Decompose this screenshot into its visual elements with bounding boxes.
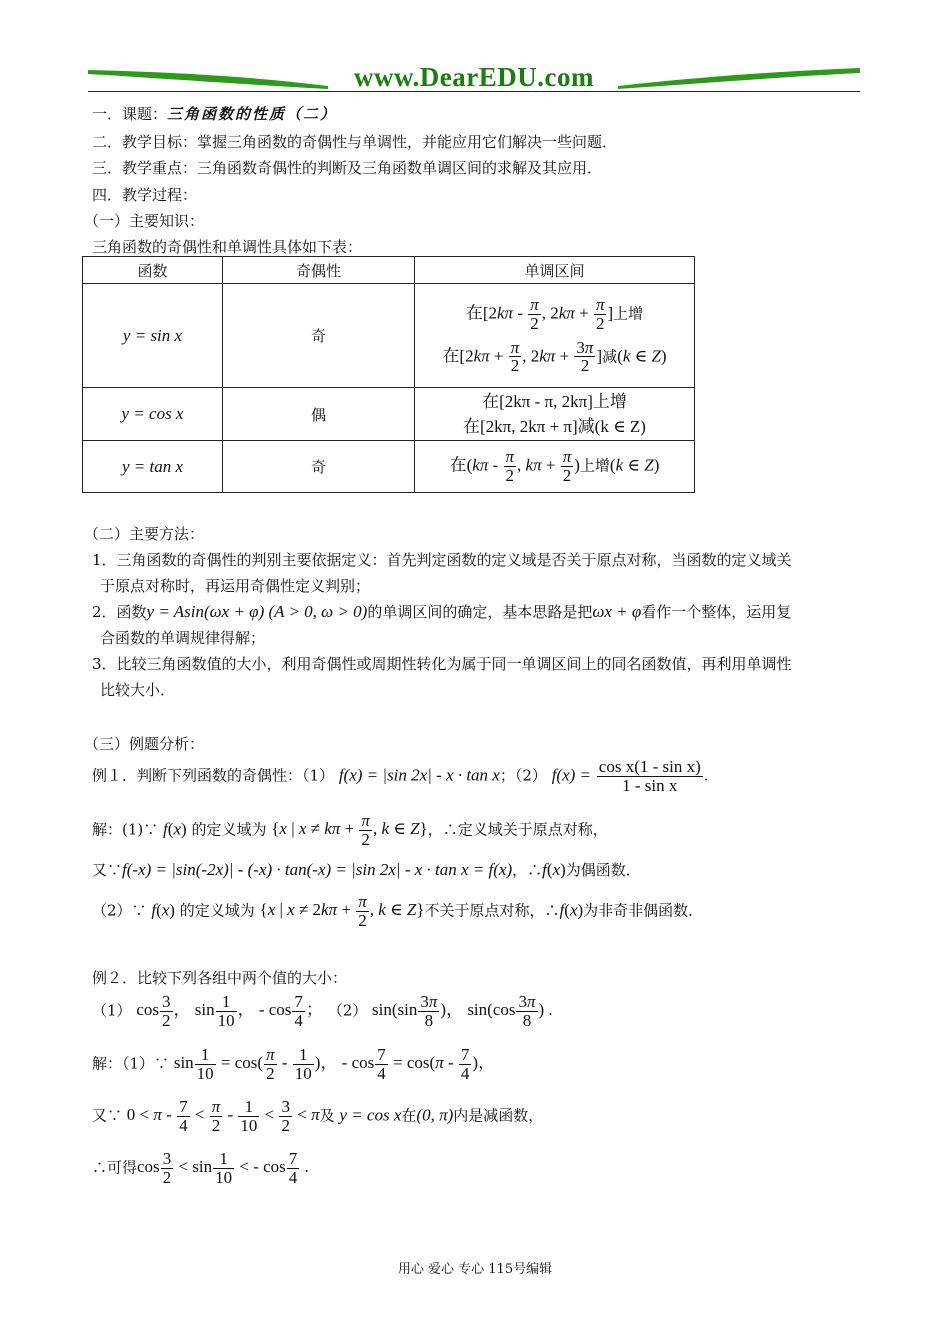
method-3-line2: 比较大小． xyxy=(100,681,176,699)
sol-ex2b-in: 在 xyxy=(401,1106,417,1125)
sol2-post: 不关于原点对称，∴ xyxy=(424,901,560,920)
sol-ex2b-pre: 又∵ xyxy=(92,1106,123,1125)
method-2-expr2: ωx + φ xyxy=(592,602,642,621)
cos-increase-interval: 在[2kπ - π, 2kπ]上增 xyxy=(482,392,627,411)
method-2-post: 看作一个整体，运用复 xyxy=(641,603,792,621)
teaching-goal: 二．教学目标：掌握三角函数的奇偶性与单调性，并能应用它们解决一些问题． xyxy=(92,133,618,151)
cell-func-sin: y = sin x xyxy=(83,284,223,388)
sol1-post: ，∴定义域关于原点对称， xyxy=(427,820,608,839)
ex1-mid: ；（2） xyxy=(499,766,547,785)
ex2-part2-label: （2） xyxy=(327,1001,368,1020)
sol-ex2b-mid: 及 xyxy=(319,1106,335,1125)
properties-table xyxy=(82,256,695,493)
table-header-row xyxy=(83,257,695,284)
table-row-cos xyxy=(83,388,695,441)
method-3-line1: 3．比较三角函数值的大小，利用奇偶性或周期性转化为属于同一单调区间上的同名函数值，再利用单调性 xyxy=(92,655,792,673)
ex1-func2-lhs: f(x) = xyxy=(551,765,591,785)
site-logo: www.DearEDU.com xyxy=(354,62,594,92)
sol2-domain-text: 的定义域为 xyxy=(179,901,255,920)
cos-decrease-interval: 在[2kπ, 2kπ + π]减(k ∈ Z) xyxy=(463,417,646,436)
page-footer: 用心 爱心 专心 115号编辑 xyxy=(397,1262,553,1277)
table-row-sin xyxy=(83,284,695,388)
sin-decrease-interval: 在[2kπ + $\frac{\pi}{2}$ , 2kπ + $\frac{3\pi}{2}$ ]减(k ∈ Z) xyxy=(442,337,667,376)
sol2-end: 为非奇非偶函数． xyxy=(583,901,704,920)
cell-parity-tan: 奇 xyxy=(223,441,415,493)
method-2-line1 xyxy=(92,601,791,622)
cell-parity-cos: 偶 xyxy=(223,388,415,441)
cell-mono-sin xyxy=(415,284,695,388)
solution-2-line2: 又∵ 0 < π - $\frac{7}{4}$ < $\frac{\pi}{2}$ - $\frac{1}{10}$ < $\frac{3}{2}$ < π及 y = cos x在(0, π)内是减函数， xyxy=(92,1097,544,1135)
method-1-line1: 1．三角函数的奇偶性的判别主要依据定义：首先判定函数的定义域是否关于原点对称，当函数的定义域关 xyxy=(92,551,792,569)
solution-1-line1: 解：(1)∵ f(x) 的定义域为 {x | x ≠ kπ + $\frac{\pi}{2}$ , k ∈ Z}，∴定义域关于原点对称， xyxy=(92,811,608,849)
ex1-pre: 例１．判断下列函数的奇偶性：（1） xyxy=(92,766,335,785)
solution-2-line3: ∴可得cos $\frac{3}{2}$ < sin $\frac{1}{10}$ < - cos $\frac{7}{4}$ . xyxy=(92,1149,309,1187)
ex1-func2-num: cos x(1 - sin x) xyxy=(598,757,701,776)
header-banner xyxy=(88,62,860,94)
solution-2-line1: 解：（1）∵ sin $\frac{1}{10}$ = cos( $\frac{\pi}{2}$ - $\frac{1}{10}$ )， - cos $\frac{7}{4}$ = cos(π - $\frac{7}{4}$ )， xyxy=(92,1045,496,1083)
teaching-process: 四．教学过程： xyxy=(92,186,198,204)
section1-heading: （一）主要知识： xyxy=(84,212,205,230)
table-row-tan xyxy=(83,441,695,493)
sol1b-expr: f(-x) = |sin(-2x)| - (-x) · tan(-x) = |sin 2x| - x · tan x = f(x) xyxy=(122,860,513,879)
ex1-func1: f(x) = |sin 2x| - x · tan x xyxy=(338,765,500,785)
tan-inc-text: 上增 xyxy=(579,456,610,475)
sol-ex2b-post: 内是减函数， xyxy=(453,1106,544,1125)
lesson-topic xyxy=(92,103,337,124)
ex1-func2-den: 1 - sin x xyxy=(622,775,678,795)
header-monotonic: 单调区间 xyxy=(415,257,695,284)
sol1-domain-text: 的定义域为 xyxy=(191,820,267,839)
ex1-func2-frac xyxy=(597,758,703,795)
solution-1-line2: 又∵f(-x) = |sin(-2x)| - (-x) · tan(-x) = |sin 2x| - x · tan x = f(x)，∴f(x)为偶函数． xyxy=(92,860,641,879)
cell-func-tan: y = tan x xyxy=(83,441,223,493)
right-swoosh xyxy=(618,68,860,89)
cell-mono-tan: 在(kπ - $\frac{\pi}{2}$ , kπ + $\frac{\pi}{2}$ )上增(k ∈ Z) xyxy=(415,441,695,493)
ex2-part1-label: （1） xyxy=(92,1001,132,1020)
sin-increase-interval: 在[2kπ - $\frac{\pi}{2}$ , 2kπ + $\frac{\pi}{2}$ ]上增 xyxy=(465,294,644,333)
method-2-line2: 合函数的单调规律得解； xyxy=(100,629,266,647)
example-2-items: （1） cos $\frac{3}{2}$ ， sin $\frac{1}{10}$ ， - cos $\frac{7}{4}$ ； （2） sin(sin $\frac{3\pi}{8}$ )， sin(cos $\frac{3\pi}{8}$ ) . xyxy=(92,992,553,1030)
cell-mono-cos xyxy=(415,388,695,441)
sol-ex2b-interval: (0, π) xyxy=(416,1105,454,1125)
section2-heading: （二）主要方法： xyxy=(84,525,205,543)
sol2-pre: （2）∵ xyxy=(92,901,147,920)
section3-heading: （三）例题分析： xyxy=(84,735,205,753)
sin-dec-text: 减 xyxy=(602,346,618,365)
header-parity: 奇偶性 xyxy=(223,257,415,284)
cell-parity-sin: 奇 xyxy=(223,284,415,388)
method-2-pre: 2．函数 xyxy=(92,603,147,621)
example-2: 例２．比较下列各组中两个值的大小： xyxy=(92,969,348,987)
sin-inc-text: 上增 xyxy=(613,304,644,323)
sol1-pre: 解：(1)∵ xyxy=(92,820,159,839)
sol-ex2c-pre: ∴可得 xyxy=(92,1158,138,1177)
sol-ex2-pre: 解：（1）∵ xyxy=(92,1054,170,1073)
method-2-expr: y = Asin(ωx + φ) (A > 0, ω > 0) xyxy=(146,602,368,621)
topic-prefix: 一．课题： xyxy=(92,105,168,123)
sol1b-pre: 又∵ xyxy=(92,861,123,879)
sol2-domain-set: {x | x ≠ 2kπ + $\frac{\pi}{2}$ , k ∈ Z} xyxy=(259,892,425,930)
header-function: 函数 xyxy=(83,257,223,284)
topic-title: 三角函数的性质（二） xyxy=(167,105,338,123)
sol1b-post: ，∴ xyxy=(512,861,543,879)
table-intro: 三角函数的奇偶性和单调性具体如下表： xyxy=(92,238,363,256)
left-swoosh xyxy=(88,70,328,89)
teaching-focus: 三．教学重点：三角函数奇偶性的判断及三角函数单调区间的求解及其应用． xyxy=(92,159,603,177)
sol-ex2b-func: y = cos x xyxy=(339,1105,402,1125)
cell-func-cos: y = cos x xyxy=(83,388,223,441)
sol1b-even: 为偶函数． xyxy=(565,861,641,879)
solution-1-line3: （2）∵ f(x) 的定义域为 {x | x ≠ 2kπ + $\frac{\pi}{2}$ , k ∈ Z}不关于原点对称，∴f(x)为非奇非偶函数． xyxy=(92,892,704,930)
example-1: 例１．判断下列函数的奇偶性：（1） f(x) = |sin 2x| - x · tan x；（2） f(x) = $\frac{\text{cos x(1 - sin x)}}{\text{1 - sin x}}$ . xyxy=(92,757,709,795)
method-2-mid: 的单调区间的确定，基本思路是把 xyxy=(367,603,593,621)
sol1-domain-set: {x | x ≠ kπ + $\frac{\pi}{2}$ , k ∈ Z} xyxy=(271,811,428,849)
method-1-line2: 于原点对称时，再运用奇偶性定义判别； xyxy=(100,577,371,595)
